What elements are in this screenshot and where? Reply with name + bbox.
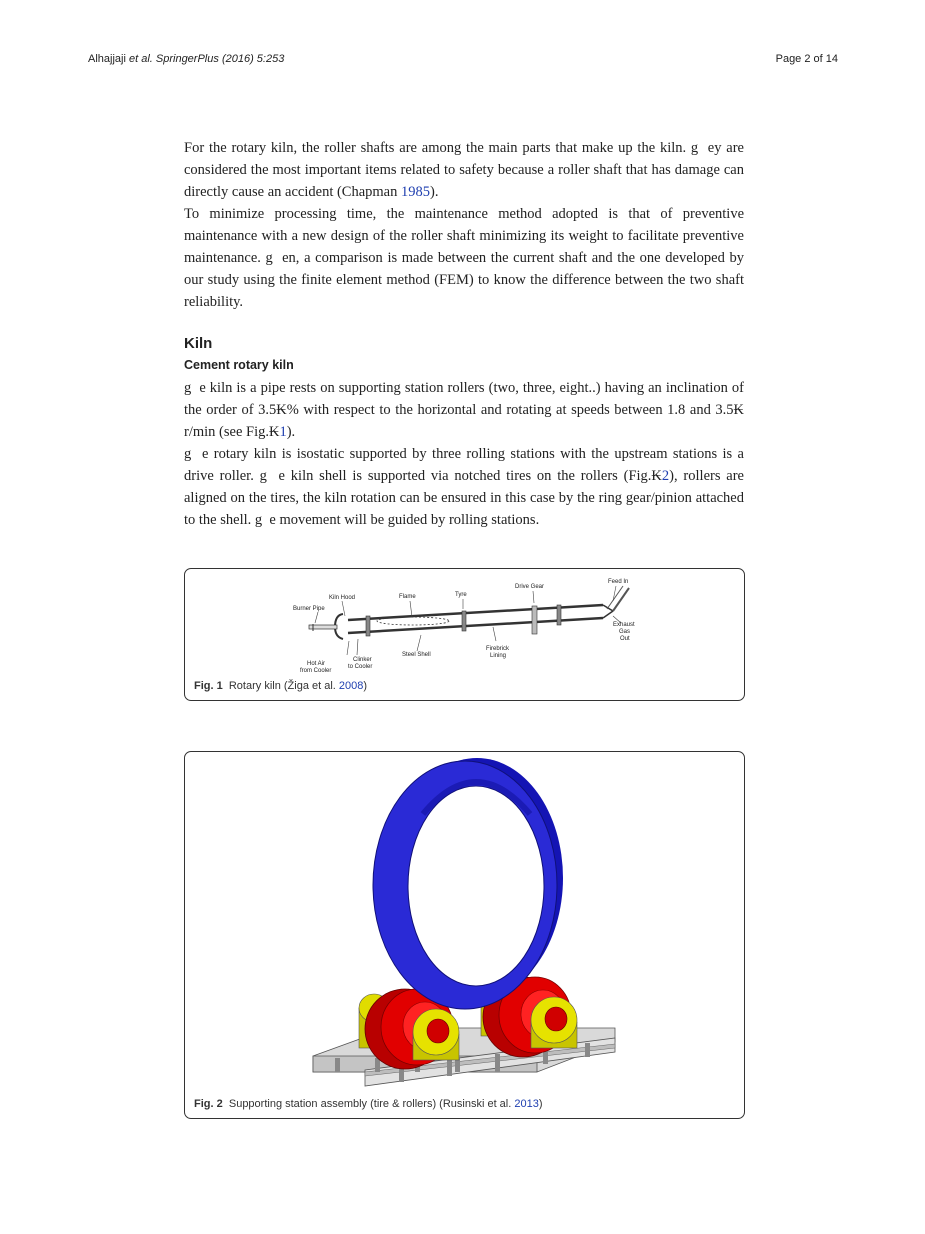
citation-link-ziga[interactable]: 2008 <box>338 680 364 692</box>
paragraph-1 <box>184 137 744 203</box>
figure-1 <box>184 568 745 701</box>
label-firebrick-2: Lining <box>490 653 507 659</box>
page-number: Page 2 of 14 <box>775 53 838 65</box>
feed-chute-edge <box>607 586 623 609</box>
figure-2-caption <box>194 1098 543 1110</box>
tyre-1 <box>366 616 370 636</box>
paragraph-4-end: ), rollers are aligned on the tires, the kiln rotation can be ensured in this case by the ring gear/pinion attached to the shell. g e movement will be guided by rolling stations. <box>184 468 744 528</box>
label-exhaust-1: Exhaust <box>613 622 635 628</box>
figure-link-1[interactable]: 1 <box>279 424 287 440</box>
label-feed-in: Feed In <box>608 579 629 585</box>
label-firebrick-1: Firebrick <box>486 646 510 652</box>
label-burner-pipe: Burner Pipe <box>293 606 325 612</box>
figure-2-caption-text: Supporting station assembly (tire & rollers) (Rusinski et al. <box>228 1098 515 1110</box>
figure-1-caption-text: Rotary kiln (Žiga et al. <box>228 680 339 692</box>
paragraph-2: To minimize processing time, the maintenance method adopted is that of preventive maintenance with a new design of the roller shaft minimizing its weight to facilitate preventive maintenance. g en, a comparison is made between the current shaft and the one developed by our study using the finite element method (FEM) to know the difference between the two shaft reliability. <box>184 206 744 310</box>
paragraph-3-text: g e kiln is a pipe rests on supporting station rollers (two, three, eight..) having an inclination of the order of 3.5₭% with respect to the horizontal and rotating at speeds between 1.8 and 3.5₭ r/min (see Fig.₭ <box>184 380 744 440</box>
label-flame: Flame <box>399 594 416 600</box>
figure-1-label: Fig. 1 <box>194 680 223 692</box>
drive-gear <box>532 606 537 634</box>
label-exhaust-3: Out <box>620 636 630 642</box>
tyre-2 <box>462 611 466 631</box>
paragraph-4 <box>184 443 744 531</box>
label-exhaust-2: Gas <box>619 629 631 635</box>
label-clinker-2: to Cooler <box>348 664 373 670</box>
feed-chute <box>613 588 629 611</box>
figure-1-caption-end: ) <box>363 680 368 692</box>
paragraph-3-end: ). <box>286 424 296 440</box>
label-clinker-1: Clinker <box>353 657 372 663</box>
kiln-text <box>184 377 744 531</box>
paragraph-4-text: g e rotary kiln is isostatic supported by three rolling stations with the upstream stations is a drive roller. g e kiln shell is supported via notched tires on the rollers (Fig.₭ <box>184 446 744 484</box>
label-kiln-hood: Kiln Hood <box>329 595 356 601</box>
citation-link-chapman[interactable]: 1985 <box>401 184 430 200</box>
running-header-citation <box>88 53 284 65</box>
subsection-heading: Cement rotary kiln <box>184 358 294 372</box>
figure-2-caption-end: ) <box>538 1098 543 1110</box>
label-hot-air-2: from Cooler <box>300 668 332 674</box>
header-journal: et al. SpringerPlus <box>128 53 219 65</box>
label-tyre: Tyre <box>455 592 467 598</box>
rotary-kiln-diagram <box>185 569 744 679</box>
header-author: Alhajjaji <box>88 53 126 65</box>
figure-1-caption <box>194 680 367 692</box>
supporting-station-render <box>185 752 744 1092</box>
figure-2 <box>184 751 745 1119</box>
header-volume: (2016) 5:253 <box>221 53 285 65</box>
kiln-tube <box>348 605 613 633</box>
blue-tire-ring <box>373 758 563 1009</box>
paragraph-3 <box>184 377 744 443</box>
label-hot-air-1: Hot Air <box>307 661 326 667</box>
label-steel-shell: Steel Shell <box>402 652 431 658</box>
paragraph-1-text: For the rotary kiln, the roller shafts are among the main parts that make up the kiln. g ey are considered the most important items related to safety because a roller shaft that has damage can directly cause an accident (Chapman <box>184 140 744 200</box>
intro-text <box>184 137 744 313</box>
figure-2-label: Fig. 2 <box>194 1098 223 1110</box>
tyre-3 <box>557 605 561 625</box>
paragraph-1-end: ). <box>430 184 439 200</box>
label-drive-gear: Drive Gear <box>515 584 545 590</box>
section-heading: Kiln <box>184 335 213 352</box>
figure-link-2[interactable]: 2 <box>661 468 670 484</box>
citation-link-rusinski[interactable]: 2013 <box>514 1098 539 1110</box>
